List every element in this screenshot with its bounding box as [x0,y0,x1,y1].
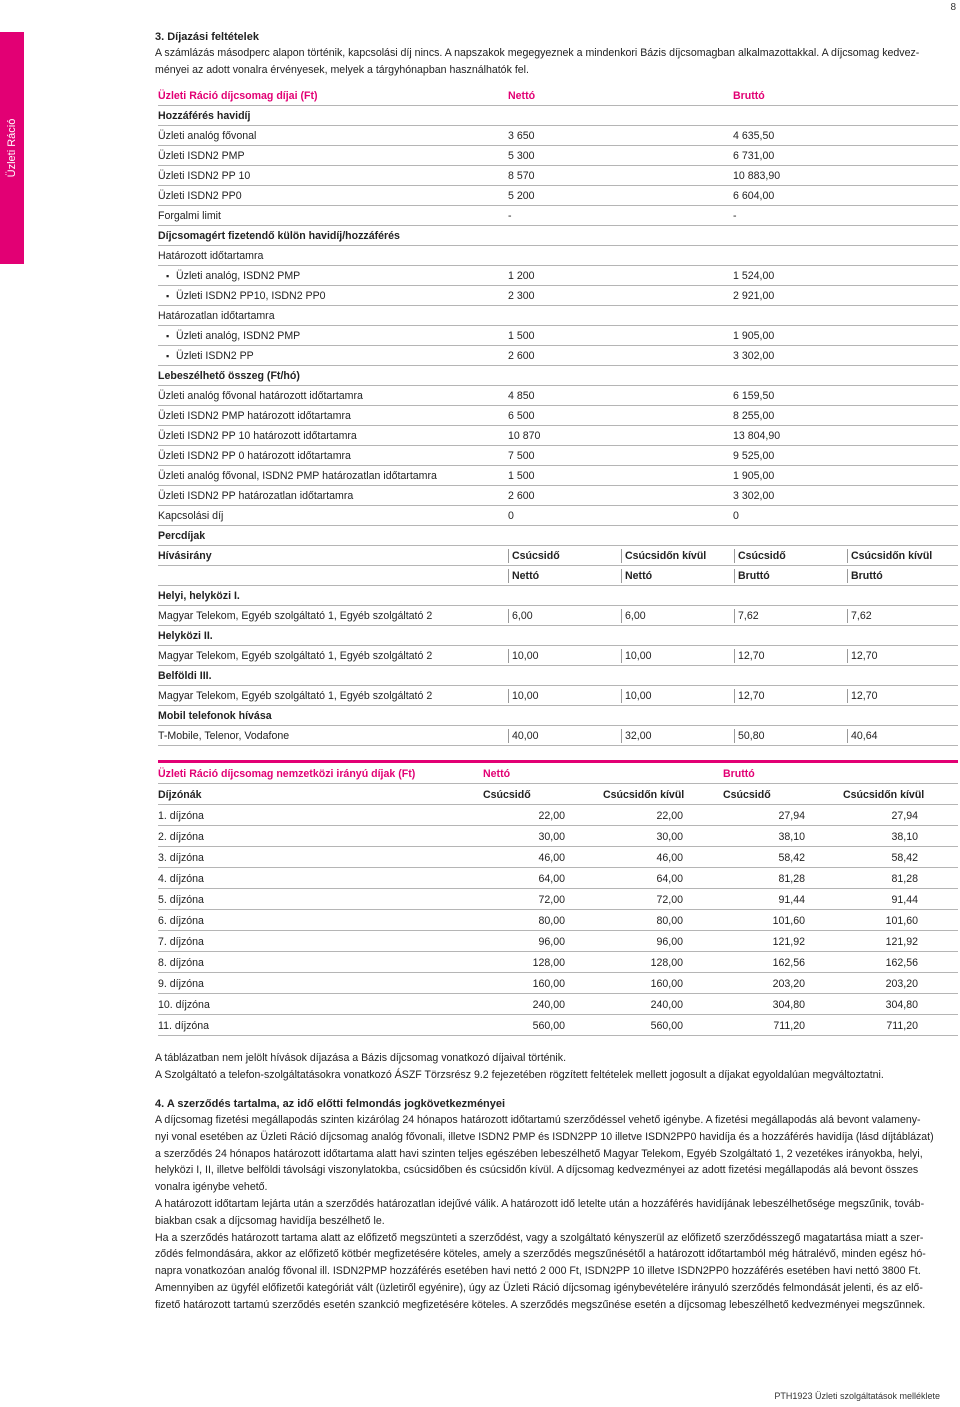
zone-cell: 5. díjzóna [158,894,204,906]
zone-cell: 91,44 [891,894,918,906]
table-row [158,226,958,246]
table-row [158,146,958,166]
zone-cell: 80,00 [656,915,683,927]
zone-cell: 30,00 [538,831,565,843]
rate-cell: Helyi, helyközi I. [158,590,240,602]
row-net: 2 600 [508,350,535,362]
section-4-title: 4. A szerződés tartalma, az idő előtti felmondás jogkövetkezményei [155,1098,506,1110]
section-3-line: A számlázás másodperc alapon történik, kapcsolási díj nincs. A napszakok megegyeznek a mindenkori Bázis díjcsomagban alkalmazottakkal. A díjcsomag kedvez- [155,47,920,59]
table-row [158,486,958,506]
section-4-line: biakban csak a díjcsomag havidíja beszélhető le. [155,1214,385,1227]
section-4-line: fizető határozott tartamú szerződés esetén szankció megfizetésére köteles. A szerződés megszűnése esetén a díjcsomag lebeszélhető kedvezményei megszűnnek. [155,1298,926,1311]
zone-cell: 64,00 [656,873,683,885]
row-label: ▪ Üzleti ISDN2 PP [158,349,508,363]
row-label: Lebeszélhető összeg (Ft/hó) [158,370,300,382]
international-subheader [158,784,958,805]
zone-row [158,931,958,952]
row-label: Üzleti analóg fővonal [158,130,257,142]
rate-header-cell: Bruttó [847,569,958,583]
section-4-line: nyi vonal esetében az Üzleti Ráció díjcsomag analóg fővonali, illetve ISDN2 PMP és ISDN2PP 10 illetve ISDN2PP0 havidíja és a hozzáférés havidíja (lásd díjtáblázat) [155,1130,934,1143]
table-row [158,406,958,426]
row-label: Hozzáférés havidíj [158,110,251,122]
rate-header-2 [158,566,958,586]
section-4-line: a szerződés 24 hónapos határozott időtartama alatt havi szinten teljes egészében lebeszélhető Magyar Telekom, Egyéb Szolgáltató 1, 2 vezetékes irányokba, helyi, [155,1147,923,1160]
zone-cell: 121,92 [885,936,918,948]
rate-cell: 12,70 [734,689,847,703]
row-label: Kapcsolási díj [158,510,224,522]
zone-cell: 7. díjzóna [158,936,204,948]
zone-cell: 101,60 [885,915,918,927]
rate-header-cell: Csúcsidő [734,549,847,563]
section-4 [155,1097,955,1314]
zone-cell: 58,42 [778,852,805,864]
table-row [158,246,958,266]
zone-cell: 240,00 [650,999,683,1011]
rate-cell: 10,00 [621,649,734,663]
zone-cell: 22,00 [538,810,565,822]
fee-table-body [158,106,958,546]
rate-cell: 12,70 [847,689,958,703]
zone-cell: 22,00 [656,810,683,822]
rate-cell: Belföldi III. [158,670,212,682]
zone-cell: 46,00 [538,852,565,864]
zone-cell: 2. díjzóna [158,831,204,843]
table-row [158,366,958,386]
notes [155,1050,955,1084]
rate-cell: Magyar Telekom, Egyéb szolgáltató 1, Egyéb szolgáltató 2 [158,690,433,702]
zone-cell: 46,00 [656,852,683,864]
row-gross: 1 524,00 [733,270,775,282]
row-label: Percdíjak [158,530,206,542]
table-row [158,386,958,406]
row-net: 2 600 [508,490,535,502]
footer: PTH1923 Üzleti szolgáltatások melléklete [774,1391,940,1401]
rate-cell: 6,00 [508,609,621,623]
zone-cell: 1. díjzóna [158,810,204,822]
zone-cell: 38,10 [891,831,918,843]
rate-cell: 10,00 [508,649,621,663]
row-label: Forgalmi limit [158,210,221,222]
note-line: A Szolgáltató a telefon-szolgáltatásokra vonatkozó ÁSZF Törzsrész 9.2 fejezetében rögzített feltételek mellett jogosult a díjakat egyoldalúan megváltoztatni. [155,1068,884,1081]
row-net: - [508,210,512,222]
row-gross: 6 731,00 [733,150,775,162]
zone-cell: 9. díjzóna [158,978,204,990]
zone-cell: 58,42 [891,852,918,864]
side-tab-label: Üzleti Ráció [6,118,18,178]
header-net: Nettó [508,90,536,102]
fee-table-header [158,86,958,106]
zone-cell: 27,94 [778,810,805,822]
row-gross: 9 525,00 [733,450,775,462]
zone-cell: 101,60 [772,915,805,927]
rate-cell: Magyar Telekom, Egyéb szolgáltató 1, Egyéb szolgáltató 2 [158,650,433,662]
zone-row [158,910,958,931]
zone-cell: 160,00 [650,978,683,990]
row-label: Díjcsomagért fizetendő külön havidíj/hozzáférés [158,230,400,242]
zone-row [158,847,958,868]
header-gross: Bruttó [733,90,765,102]
row-gross: 10 883,90 [733,170,781,182]
zone-row [158,973,958,994]
rate-row [158,666,958,686]
row-label: Üzleti ISDN2 PP 10 [158,170,251,182]
zone-cell: 96,00 [538,936,565,948]
row-label: Üzleti ISDN2 PP határozatlan időtartamra [158,490,354,502]
section-4-body [155,1112,955,1314]
rate-row [158,706,958,726]
rate-table-body [158,586,958,746]
row-label: Határozatlan időtartamra [158,310,275,322]
section-4-line: A díjcsomag fizetési megállapodás szinten kizárólag 24 hónapos határozott időtartamú szerződéssel vehető igénybe. A fizetési megállapodás alá bevont valameny- [155,1114,921,1126]
intl-subheader-cell: Csúcsidőn kívül [603,789,685,801]
rate-cell: Helyközi II. [158,630,213,642]
zone-cell: 91,44 [778,894,805,906]
zone-cell: 27,94 [891,810,918,822]
row-label: Üzleti ISDN2 PP 0 határozott időtartamra [158,450,351,462]
zone-cell: 30,00 [656,831,683,843]
intl-header-title: Üzleti Ráció díjcsomag nemzetközi irányú díjak (Ft) [158,768,416,780]
zone-row [158,868,958,889]
zone-row [158,994,958,1015]
intl-header-net: Nettó [483,768,511,780]
row-label: ▪ Üzleti analóg, ISDN2 PMP [158,269,508,283]
rate-row [158,646,958,666]
zone-cell: 203,20 [885,978,918,990]
zone-cell: 128,00 [650,957,683,969]
table-row [158,166,958,186]
row-gross: 2 921,00 [733,290,775,302]
zone-cell: 121,92 [772,936,805,948]
zone-cell: 560,00 [650,1020,683,1032]
section-4-line: napra vonatkozóan analóg fővonal ill. ISDN2PMP hozzáférés esetében havi nettó 2 000 Ft, ISDN2PP 10 illetve ISDN2PP0 hozzáférés esetében havi nettó 3800 Ft. [155,1265,921,1278]
rate-cell: T-Mobile, Telenor, Vodafone [158,730,290,742]
rate-header-cell: Nettó [621,569,734,583]
row-gross: 1 905,00 [733,470,775,482]
rate-header-cell: Nettó [508,569,621,583]
row-net: 4 850 [508,390,535,402]
zone-cell: 203,20 [772,978,805,990]
section-3-title: 3. Díjazási feltételek [155,31,259,43]
zone-cell: 3. díjzóna [158,852,204,864]
zone-cell: 240,00 [532,999,565,1011]
rate-cell: 7,62 [734,609,847,623]
row-net: 10 870 [508,430,541,442]
section-4-line: helyközi I, II, illetve belföldi távolsági viszonylatokba, csúcsidőben és csúcsidőn kívül. A díjcsomag kedvezményei az adott fizetési megállapodás alá bevont összes [155,1164,919,1177]
rate-cell: 10,00 [508,689,621,703]
row-net: 0 [508,510,514,522]
header-title: Üzleti Ráció díjcsomag díjai (Ft) [158,90,318,102]
row-label: Üzleti ISDN2 PP0 [158,190,242,202]
row-net: 1 500 [508,470,535,482]
row-gross: 3 302,00 [733,490,775,502]
row-gross: - [733,210,737,222]
intl-subheader-cell: Csúcsidő [723,789,771,801]
row-label: Üzleti analóg fővonal, ISDN2 PMP határozatlan időtartamra [158,470,437,482]
row-net: 1 200 [508,270,535,282]
zone-cell: 304,80 [885,999,918,1011]
table-row [158,526,958,546]
section-3-line: ményei az adott vonalra érvényesek, melyek a tárgyhónapban használhatók fel. [155,63,529,76]
rate-cell: 50,80 [734,729,847,743]
rate-header-cell: Bruttó [734,569,847,583]
rate-row [158,726,958,746]
section-4-line: ződés felmondására, akkor az előfizető kötbér megfizetésére köteles, amely a szerződés megszűnésétől a határozott időtartamból még hátralévő, minden egész hó- [155,1248,926,1261]
rate-header-cell: Csúcsidő [508,549,621,563]
section-4-line: Amennyiben az ügyfél előfizetői kategóriát vált (üzletiről egyénire), úgy az Üzleti Ráció díjcsomag igénybevételére irányuló szerződés felmondását jelenti, és az elő- [155,1281,923,1294]
rate-cell: 40,64 [847,729,958,743]
zone-cell: 96,00 [656,936,683,948]
zone-cell: 38,10 [778,831,805,843]
zone-cell: 160,00 [532,978,565,990]
zone-row [158,826,958,847]
table-row [158,206,958,226]
international-body [158,805,958,1036]
zone-cell: 162,56 [885,957,918,969]
row-label: Üzleti analóg fővonal határozott időtartamra [158,390,363,402]
zone-row [158,952,958,973]
zone-cell: 80,00 [538,915,565,927]
rate-cell: Magyar Telekom, Egyéb szolgáltató 1, Egyéb szolgáltató 2 [158,610,433,622]
zone-cell: 304,80 [772,999,805,1011]
table-row [158,126,958,146]
rate-cell: 40,00 [508,729,621,743]
rate-row [158,626,958,646]
row-net: 5 200 [508,190,535,202]
rate-cell: 10,00 [621,689,734,703]
zone-cell: 11. díjzóna [158,1020,210,1032]
zone-cell: 72,00 [656,894,683,906]
rate-row [158,606,958,626]
row-net: 2 300 [508,290,535,302]
row-net: 8 570 [508,170,535,182]
zone-cell: 711,20 [886,1020,918,1032]
international-header [158,763,958,784]
row-net: 6 500 [508,410,535,422]
zone-row [158,805,958,826]
table-row [158,466,958,486]
row-net: 1 500 [508,330,535,342]
zone-cell: 81,28 [778,873,805,885]
zone-row [158,1015,958,1036]
table-row [158,426,958,446]
zone-cell: 64,00 [538,873,565,885]
section-3 [155,30,955,79]
page-number: 8 [950,2,956,13]
zone-cell: 560,00 [532,1020,565,1032]
zone-cell: 72,00 [538,894,565,906]
row-net: 5 300 [508,150,535,162]
note-line: A táblázatban nem jelölt hívások díjazása a Bázis díjcsomag vonatkozó díjaival történik. [155,1052,567,1064]
row-label: Határozott időtartamra [158,250,264,262]
row-gross: 13 804,90 [733,430,781,442]
rate-cell: 12,70 [734,649,847,663]
row-gross: 0 [733,510,739,522]
table-row [158,106,958,126]
rate-row [158,686,958,706]
section-4-line: Ha a szerződés határozott tartama alatt az előfizető megszünteti a szerződést, vagy a szolgáltató kényszerül az előfizető szerződésszegő magatartása miatt a szer- [155,1231,924,1244]
row-net: 3 650 [508,130,535,142]
row-net: 7 500 [508,450,535,462]
zone-cell: 10. díjzóna [158,999,210,1011]
row-gross: 4 635,50 [733,130,775,142]
rate-cell: 7,62 [847,609,958,623]
rate-cell: 12,70 [847,649,958,663]
intl-subheader-cell: Csúcsidő [483,789,531,801]
table-row [158,346,958,366]
rate-cell: 32,00 [621,729,734,743]
intl-subheader-cell: Csúcsidőn kívül [843,789,925,801]
row-gross: 6 604,00 [733,190,775,202]
row-gross: 6 159,50 [733,390,775,402]
section-4-line: vonalra igénybe vehető. [155,1181,268,1194]
row-label: Üzleti ISDN2 PMP határozott időtartamra [158,410,351,422]
table-row [158,306,958,326]
zone-row [158,889,958,910]
table-row [158,186,958,206]
table-row [158,506,958,526]
zone-cell: 711,20 [773,1020,805,1032]
zone-cell: 162,56 [772,957,805,969]
table-row [158,266,958,286]
rate-cell: 6,00 [621,609,734,623]
table-row [158,446,958,466]
rate-row [158,586,958,606]
section-4-line: A határozott időtartam lejárta után a szerződés határozatlan idejűvé válik. A határozott idő letelte után a hozzáférés havidíjának lebeszélhetősége megszűnik, továb- [155,1197,925,1210]
zone-cell: 128,00 [532,957,565,969]
international-table [158,760,958,1036]
row-label: ▪ Üzleti ISDN2 PP10, ISDN2 PP0 [158,289,508,303]
fee-table [158,86,958,746]
zone-cell: 4. díjzóna [158,873,204,885]
row-gross: 8 255,00 [733,410,775,422]
table-row [158,286,958,306]
rate-header-1 [158,546,958,566]
intl-header-gross: Bruttó [723,768,755,780]
rate-cell: Mobil telefonok hívása [158,710,272,722]
row-label: Üzleti ISDN2 PP 10 határozott időtartamra [158,430,357,442]
table-row [158,326,958,346]
zone-cell: 81,28 [891,873,918,885]
zone-cell: 8. díjzóna [158,957,204,969]
rate-header-cell: Csúcsidőn kívül [847,549,958,563]
row-label: ▪ Üzleti analóg, ISDN2 PMP [158,329,508,343]
rate-header-cell: Csúcsidőn kívül [621,549,734,563]
row-gross: 3 302,00 [733,350,775,362]
side-tab [0,32,24,264]
row-label: Üzleti ISDN2 PMP [158,150,245,162]
rate-header-cell: Hívásirány [158,550,212,562]
zone-cell: 6. díjzóna [158,915,204,927]
intl-subheader-cell: Díjzónák [158,789,202,801]
row-gross: 1 905,00 [733,330,775,342]
